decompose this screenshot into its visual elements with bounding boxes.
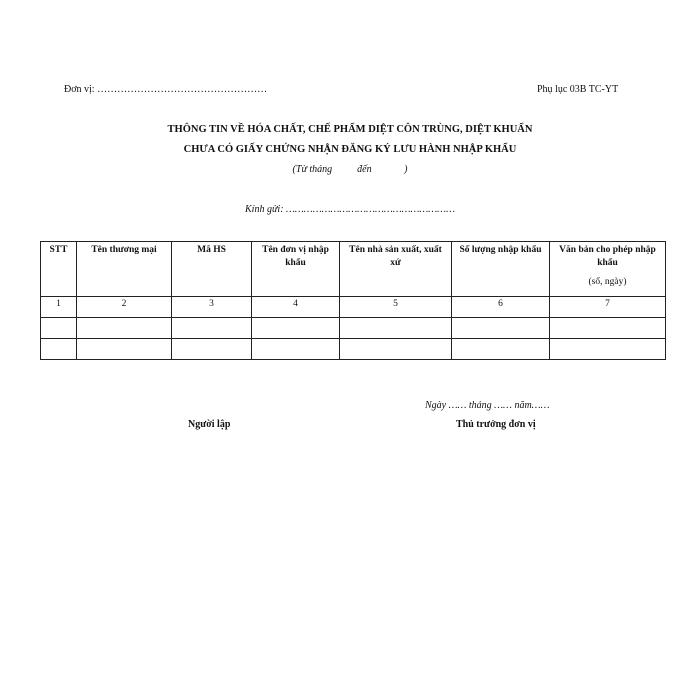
column-number: 2 bbox=[77, 297, 172, 318]
column-number-row bbox=[41, 297, 666, 318]
table-cell bbox=[77, 339, 172, 360]
recipient-field: Kính gửi: ………………………………………………… bbox=[245, 204, 455, 215]
header-importer: Tên đơn vị nhập khẩu bbox=[252, 242, 340, 297]
table-cell bbox=[452, 318, 550, 339]
table-cell bbox=[252, 318, 340, 339]
column-number: 1 bbox=[41, 297, 77, 318]
header-manufacturer: Tên nhà sản xuất, xuất xứ bbox=[340, 242, 452, 297]
table-row bbox=[41, 339, 666, 360]
table-cell bbox=[452, 339, 550, 360]
unit-field: Đơn vị: …………………………………………… bbox=[64, 84, 268, 95]
prepared-by-label: Người lập bbox=[188, 419, 231, 430]
column-number: 7 bbox=[550, 297, 666, 318]
header-quantity: Số lượng nhập khẩu bbox=[452, 242, 550, 297]
column-number: 4 bbox=[252, 297, 340, 318]
date-line: Ngày …… tháng …… năm…… bbox=[425, 400, 550, 411]
table-cell bbox=[41, 339, 77, 360]
header-permit-note: (số, ngày) bbox=[588, 277, 627, 287]
header-trade-name: Tên thương mại bbox=[77, 242, 172, 297]
table-cell bbox=[252, 339, 340, 360]
table-cell bbox=[340, 318, 452, 339]
chemical-info-table bbox=[40, 241, 666, 360]
table-row bbox=[41, 318, 666, 339]
table-cell bbox=[172, 339, 252, 360]
table-header-row bbox=[41, 242, 666, 297]
column-number: 5 bbox=[340, 297, 452, 318]
document-title-line-1: THÔNG TIN VỀ HÓA CHẤT, CHẾ PHẨM DIỆT CÔN TRÙNG, DIỆT KHUẨN bbox=[167, 124, 533, 135]
appendix-label: Phụ lục 03B TC-YT bbox=[537, 84, 619, 95]
header-stt: STT bbox=[41, 242, 77, 297]
column-number: 6 bbox=[452, 297, 550, 318]
header-permit-label: Văn bản cho phép nhập khẩu bbox=[559, 245, 656, 268]
header-hs-code: Mã HS bbox=[172, 242, 252, 297]
document-title-line-2: CHƯA CÓ GIẤY CHỨNG NHẬN ĐĂNG KÝ LƯU HÀNH NHẬP KHẨU bbox=[183, 144, 517, 155]
table-cell bbox=[172, 318, 252, 339]
table-cell bbox=[340, 339, 452, 360]
unit-head-label: Thủ trưởng đơn vị bbox=[456, 419, 536, 430]
table-cell bbox=[550, 339, 666, 360]
table-cell bbox=[41, 318, 77, 339]
header-permit-document bbox=[550, 242, 666, 297]
column-number: 3 bbox=[172, 297, 252, 318]
reporting-period: (Từ tháng đến ) bbox=[292, 164, 408, 175]
table-cell bbox=[77, 318, 172, 339]
table-cell bbox=[550, 318, 666, 339]
